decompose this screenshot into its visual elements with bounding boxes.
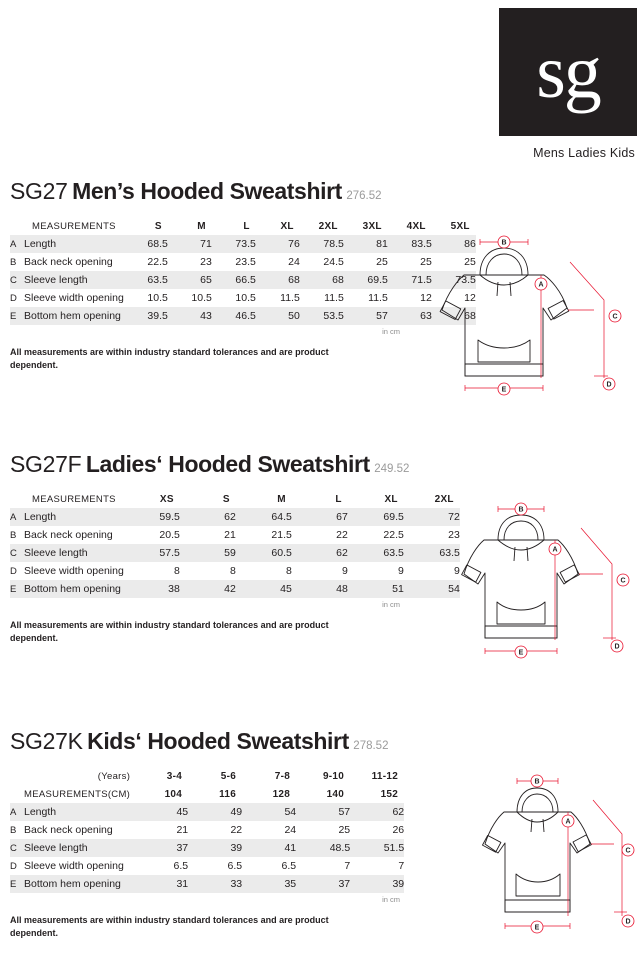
cell: 10.5 [147,292,168,304]
brand-block [490,8,637,160]
cell: 45 [134,803,188,821]
cell: 11.5 [324,292,344,304]
col-head-0: S [154,220,162,232]
row-letter: D [10,565,17,577]
row-label: Sleeve width opening [24,292,124,304]
cell: 6.5 [173,860,189,872]
cell: 39 [188,839,242,857]
table-row [10,271,476,289]
years-0: 3-4 [166,770,183,782]
years-4: 11-12 [371,770,399,782]
cell: 73.5 [212,235,256,253]
table-header-row [10,490,460,508]
table-row [10,580,460,598]
callout-A: A [565,818,571,826]
table-header-row-cm [10,785,404,803]
cell: 45 [236,580,292,598]
cell: 49 [188,803,242,821]
row-label: Sleeve width opening [24,860,124,872]
callout-C: C [620,577,626,585]
callout-B: B [534,778,540,786]
cell: 23 [448,529,460,541]
table-row [10,821,404,839]
row-letter: C [10,544,24,562]
section-number: 249.52 [374,463,410,475]
row-label: Back neck opening [24,529,113,541]
cell: 39.5 [124,307,168,325]
table-row [10,289,476,307]
col-head-2: 128 [272,788,291,800]
tolerance-note: All measurements are within industry standard tolerances and are product dependent. [10,347,329,371]
cell: 35 [242,875,296,893]
table-row [10,526,460,544]
cell: 9 [341,565,348,577]
cell: 60.5 [236,544,292,562]
cell: 23 [200,256,212,268]
table-row [10,253,476,271]
cell: 12 [420,292,432,304]
callout-E: E [534,924,540,932]
table-row [10,857,404,875]
col-head-2: M [277,493,286,505]
col-head-1: M [197,220,206,232]
section-number: 276.52 [346,190,382,202]
cell: 22 [230,824,243,836]
cell: 22.5 [383,529,404,541]
brand-logo-text: sg [536,30,600,114]
section-code: SG27K [10,728,83,754]
cell: 59 [180,544,236,562]
hoodie-figure-svg [462,768,637,953]
years-label: (Years) [97,770,131,782]
cell: 22.5 [147,256,168,268]
col-head-3: L [335,493,342,505]
row-label: Bottom hem opening [24,580,124,598]
table-row [10,803,404,821]
cell: 65 [168,271,212,289]
cell: 9 [397,565,404,577]
table-header-row-years [10,767,404,785]
cell: 57 [296,803,350,821]
row-letter: E [10,875,24,893]
row-letter: A [10,235,24,253]
cell: 71 [168,235,212,253]
cell: 42 [180,580,236,598]
table-row [10,839,404,857]
cell: 43 [168,307,212,325]
row-letter: A [10,508,24,526]
callout-E: E [518,649,524,657]
cell: 62 [350,803,404,821]
cell: 81 [344,235,388,253]
cell: 86 [432,235,476,253]
cell: 25 [338,824,351,836]
years-1: 5-6 [220,770,237,782]
cell: 78.5 [300,235,344,253]
col-head-2: L [243,220,250,232]
callout-C: C [612,313,618,321]
cell: 57 [344,307,388,325]
row-letter: C [10,839,24,857]
cell: 12 [464,292,476,304]
col-head-4: XL [384,493,398,505]
cell: 72 [404,508,460,526]
callout-B: B [518,506,524,514]
years-2: 7-8 [274,770,291,782]
cell: 46.5 [212,307,256,325]
measurements-header: MEASUREMENTS [31,493,116,505]
cell: 24 [284,824,297,836]
section-code: SG27 [10,178,68,204]
col-head-6: 4XL [406,220,426,232]
cell: 11.5 [280,292,300,304]
callout-D: D [625,918,631,926]
cell: 69.5 [344,271,388,289]
hoodie-diagram-mens [418,228,628,408]
col-head-5: 3XL [362,220,382,232]
cell: 63.5 [348,544,404,562]
row-label: Sleeve length [24,271,124,289]
cell: 73.5 [432,271,476,289]
cell: 48.5 [296,839,350,857]
cell: 66.5 [212,271,256,289]
cell: 21 [176,824,189,836]
cell: 21 [224,529,236,541]
years-3: 9-10 [322,770,345,782]
cell: 63 [388,307,432,325]
hoodie-diagram-ladies [440,496,635,676]
brand-logo-box [499,8,637,136]
section-code: SG27F [10,451,82,477]
col-head-5: 2XL [434,493,454,505]
cell: 41 [242,839,296,857]
callout-A: A [552,546,558,554]
col-head-0: XS [159,493,174,505]
col-head-3: 140 [326,788,345,800]
table-row [10,307,476,325]
cell: 38 [124,580,180,598]
section-name: Kids‘ Hooded Sweatshirt [87,728,349,754]
cell: 59.5 [124,508,180,526]
cell: 51 [348,580,404,598]
cell: 24.5 [323,256,344,268]
table-row [10,562,460,580]
cell: 9 [453,565,460,577]
row-label: Length [24,235,124,253]
cell: 68 [300,271,344,289]
cell: 67 [292,508,348,526]
measurements-header: MEASUREMENTS [31,220,116,232]
row-letter: B [10,256,17,268]
section-title-sg27k [0,728,637,755]
measurement-table-sg27k [10,767,404,893]
row-letter: B [10,529,17,541]
row-label: Sleeve width opening [24,565,124,577]
cell: 62 [292,544,348,562]
cell: 83.5 [388,235,432,253]
row-label: Back neck opening [24,256,113,268]
cell: 26 [392,824,405,836]
cell: 63.5 [404,544,460,562]
cell: 37 [134,839,188,857]
units-label: in cm [382,600,400,609]
row-label: Length [24,803,134,821]
callout-D: D [606,381,612,389]
section-title-sg27 [0,178,637,205]
cell: 6.5 [227,860,243,872]
cell: 24 [288,256,300,268]
cell: 68.5 [124,235,168,253]
units-label: in cm [382,327,400,336]
table-row [10,508,460,526]
cell: 63.5 [124,271,168,289]
cell: 25 [376,256,388,268]
row-letter: E [10,307,24,325]
col-head-1: 116 [219,788,237,800]
cell: 21.5 [271,529,292,541]
cell: 33 [188,875,242,893]
cell: 48 [292,580,348,598]
row-label: Sleeve length [24,839,134,857]
brand-tagline: Mens Ladies Kids [533,146,635,160]
tolerance-note: All measurements are within industry standard tolerances and are product dependent. [10,620,329,644]
tolerance-note: All measurements are within industry standard tolerances and are product dependent. [10,915,329,939]
table-header-row [10,217,476,235]
callout-D: D [614,643,620,651]
section-number: 278.52 [353,740,389,752]
hoodie-figure-svg [440,496,635,676]
row-letter: A [10,803,24,821]
row-label: Bottom hem opening [24,875,134,893]
row-letter: B [10,824,17,836]
col-head-3: XL [280,220,294,232]
callout-B: B [501,239,507,247]
cell: 71.5 [388,271,432,289]
cm-label: (CM) [107,788,131,800]
units-label: in cm [382,895,400,904]
col-head-4: 2XL [318,220,338,232]
section-title-sg27f [0,451,637,478]
cell: 8 [173,565,180,577]
cell: 76 [256,235,300,253]
row-letter: E [10,580,24,598]
hoodie-diagram-kids [462,768,637,953]
row-letter: C [10,271,24,289]
col-head-7: 5XL [450,220,470,232]
cell: 11.5 [368,292,388,304]
cell: 10.5 [235,292,256,304]
section-name: Ladies‘ Hooded Sweatshirt [85,451,370,477]
cell: 57.5 [124,544,180,562]
cell: 69.5 [348,508,404,526]
cell: 31 [134,875,188,893]
table-row [10,235,476,253]
cell: 8 [285,565,292,577]
row-letter: D [10,292,17,304]
cell: 64.5 [236,508,292,526]
callout-C: C [625,847,631,855]
table-row [10,875,404,893]
measurement-table-sg27 [10,217,476,325]
cell: 7 [398,860,405,872]
cell: 22 [336,529,348,541]
cell: 39 [350,875,404,893]
col-head-4: 152 [380,788,399,800]
measurements-header [24,785,134,803]
cell: 25 [464,256,476,268]
table-row [10,544,460,562]
section-name: Men’s Hooded Sweatshirt [72,178,342,204]
cell: 54 [404,580,460,598]
cell: 25 [420,256,432,268]
row-label: Back neck opening [24,824,113,836]
cell: 10.5 [191,292,212,304]
cell: 6.5 [281,860,297,872]
cell: 68 [432,307,476,325]
row-label: Length [24,508,124,526]
col-head-0: 104 [164,788,183,800]
callout-A: A [538,281,544,289]
cell: 23.5 [235,256,256,268]
cell: 54 [242,803,296,821]
hoodie-figure-svg [418,228,628,408]
col-head-1: S [222,493,230,505]
cell: 53.5 [300,307,344,325]
row-letter: D [10,860,17,872]
cell: 37 [296,875,350,893]
row-label: Sleeve length [24,544,124,562]
cell: 51.5 [350,839,404,857]
measurements-header-text: MEASUREMENTS [24,788,108,800]
cell: 50 [256,307,300,325]
cell: 8 [229,565,236,577]
cell: 20.5 [159,529,180,541]
cell: 7 [344,860,351,872]
measurement-table-sg27f [10,490,460,598]
cell: 62 [180,508,236,526]
cell: 68 [256,271,300,289]
callout-E: E [501,386,507,394]
row-label: Bottom hem opening [24,307,124,325]
